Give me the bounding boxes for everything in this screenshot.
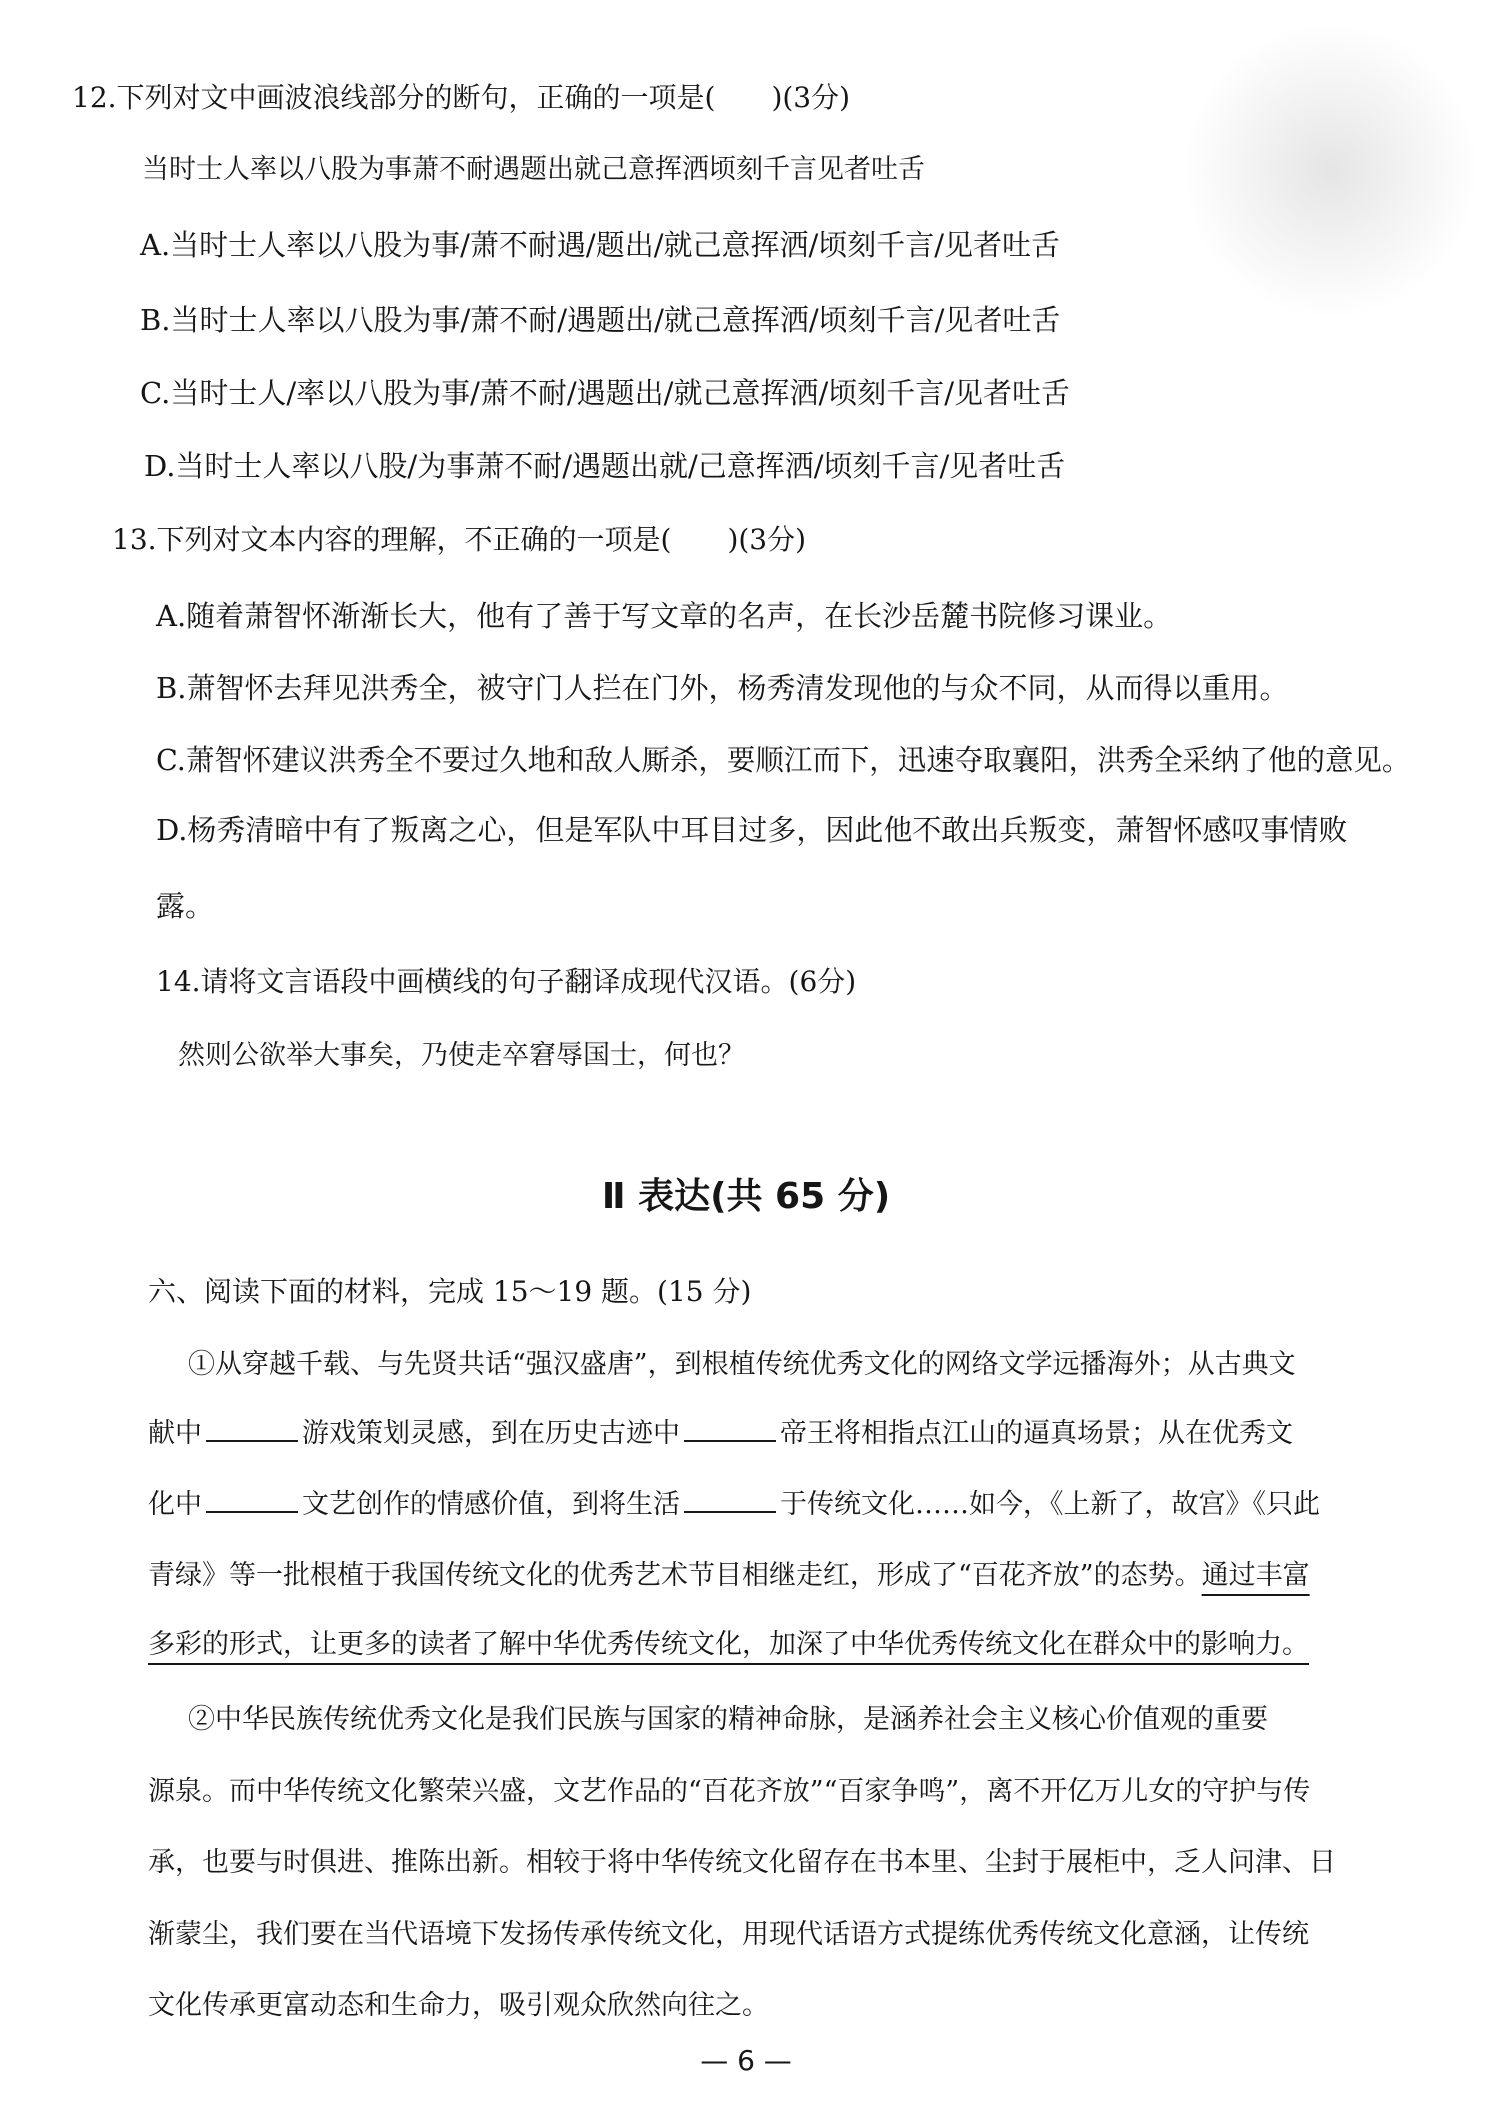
section-title: Ⅱ 表达(共 65 分) — [601, 1176, 891, 1217]
passage-p2-line2: 源泉。而中华传统文化繁荣兴盛，文艺作品的“百花齐放”“百家争鸣”，离不开亿万儿女的守护与传 — [148, 1776, 1311, 1807]
passage-text: 于传统文化……如今，《上新了，故宫》《只此 — [780, 1489, 1320, 1520]
passage-p1-line3 — [148, 1485, 1320, 1525]
q13-option-c: C.萧智怀建议洪秀全不要过久地和敌人厮杀，要顺江而下，迅速夺取襄阳，洪秀全采纳了他的意见。 — [156, 743, 1411, 777]
passage-text: 化中 — [148, 1489, 202, 1520]
passage-p1-line5 — [148, 1625, 1309, 1665]
scan-shadow — [1180, 20, 1480, 320]
underlined-sentence-end: 多彩的形式，让更多的读者了解中华优秀传统文化，加深了中华优秀传统文化在群众中的影响力。 — [148, 1629, 1309, 1660]
q12-option-a: A.当时士人率以八股为事/萧不耐遇/题出/就己意挥洒/顷刻千言/见者吐舌 — [140, 228, 1061, 262]
q13-option-d-cont: 露。 — [156, 889, 215, 923]
passage-text: 游戏策划灵感，到在历史古迹中 — [302, 1418, 680, 1449]
q12-option-d: D.当时士人率以八股/为事萧不耐/遇题出就/己意挥洒/顷刻千言/见者吐舌 — [144, 449, 1066, 483]
passage-text: 献中 — [148, 1418, 202, 1449]
blank-1 — [206, 1414, 298, 1442]
q13-option-d: D.杨秀清暗中有了叛离之心，但是军队中耳目过多，因此他不敢出兵叛变，萧智怀感叹事情败 — [156, 813, 1348, 847]
passage-p1-line2 — [148, 1414, 1293, 1454]
passage-text: 帝王将相指点江山的逼真场景；从在优秀文 — [780, 1418, 1293, 1449]
q14-sentence: 然则公欲举大事矣，乃使走卒窘辱国士，何也？ — [178, 1040, 745, 1071]
passage-p1-line1: ①从穿越千载、与先贤共话“强汉盛唐”，到根植传统优秀文化的网络文学远播海外；从古典文 — [188, 1349, 1296, 1380]
q12-passage: 当时士人率以八股为事萧不耐遇题出就己意挥洒顷刻千言见者吐舌 — [142, 154, 925, 185]
underlined-sentence-start: 通过丰富 — [1201, 1560, 1310, 1591]
q12-stem: 12.下列对文中画波浪线部分的断句，正确的一项是( )(3分) — [72, 81, 851, 114]
passage-p2-line4: 渐蒙尘，我们要在当代语境下发扬传承传统文化，用现代话语方式提练优秀传统文化意涵，让传统 — [148, 1919, 1309, 1950]
blank-3 — [206, 1485, 298, 1513]
part6-heading: 六、阅读下面的材料，完成 15～19 题。(15 分) — [148, 1275, 752, 1308]
passage-p2-line5: 文化传承更富动态和生命力，吸引观众欣然向往之。 — [148, 1990, 769, 2021]
passage-p1-line4 — [148, 1556, 1310, 1596]
q13-stem: 13.下列对文本内容的理解，不正确的一项是( )(3分) — [112, 523, 807, 556]
q14-stem: 14.请将文言语段中画横线的句子翻译成现代汉语。(6分) — [156, 965, 857, 998]
q12-option-c: C.当时士人/率以八股为事/萧不耐/遇题出/就己意挥洒/顷刻千言/见者吐舌 — [140, 376, 1070, 410]
page-number: — 6 — — [700, 2044, 792, 2077]
passage-p2-line3: 承，也要与时俱进、推陈出新。相较于将中华传统文化留存在书本里、尘封于展柜中，乏人问津、日 — [148, 1847, 1336, 1878]
blank-2 — [684, 1414, 776, 1442]
passage-text: 文艺创作的情感价值，到将生活 — [302, 1489, 680, 1520]
passage-p2-line1: ②中华民族传统优秀文化是我们民族与国家的精神命脉，是涵养社会主义核心价值观的重要 — [188, 1704, 1268, 1735]
q13-option-b: B.萧智怀去拜见洪秀全，被守门人拦在门外，杨秀清发现他的与众不同，从而得以重用。 — [156, 671, 1289, 705]
passage-text: 青绿》等一批根植于我国传统文化的优秀艺术节目相继走红，形成了“百花齐放”的态势。 — [148, 1560, 1202, 1591]
q13-option-a: A.随着萧智怀渐渐长大，他有了善于写文章的名声，在长沙岳麓书院修习课业。 — [156, 599, 1173, 633]
q12-option-b: B.当时士人率以八股为事/萧不耐/遇题出/就己意挥洒/顷刻千言/见者吐舌 — [140, 303, 1061, 337]
blank-4 — [684, 1485, 776, 1513]
